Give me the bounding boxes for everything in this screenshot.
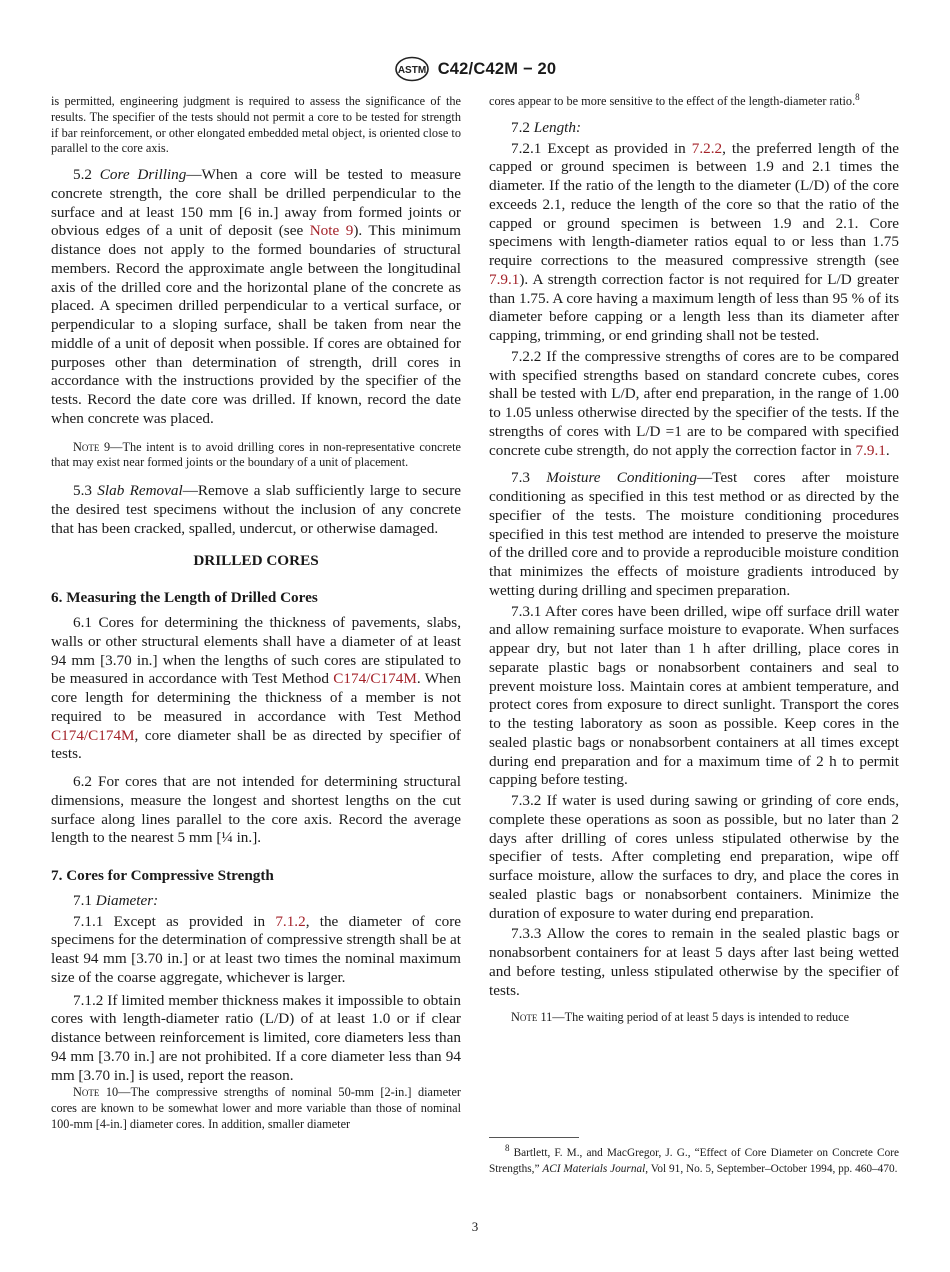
note-10: Note 10—The compressive strengths of nominal 50-mm [2-in.] diameter cores are known to be somewhat lower and more variable than those of nominal 100-mm [4-in.] diameter cores. In addition, smaller diameter <box>51 1085 461 1131</box>
section-5-2: 5.2 Core Drilling—When a core will be tested to measure concrete strength, the core shall be drilled perpendicular to the surface and at least 150 mm [6 in.] away from formed joints or obvious edges of a unit of deposit (see Note 9). This minimum distance does not apply to the formed boundaries of structural members. Record the approximate angle between the longitudinal axis of the drilled core and the horizontal plane of the concrete as placed. A specimen drilled perpendicular to a vertical surface, or perpendicular to a sloping surface, shall be taken from near the middle of a unit of deposit when possible. If cores are obtained for purposes other than determination of strength, drill cores in accordance with the instructions provided by the specifier of the tests. Record the date core was drilled. If known, record the date when concrete was placed. <box>51 166 461 427</box>
note-10-continued: cores appear to be more sensitive to the effect of the length-diameter ratio.$^8$ <box>489 91 860 108</box>
section-7-3-3: 7.3.3 Allow the cores to remain in the sealed plastic bags or nonabsorbent containers for at least 5 days after last being wetted and before testing, unless stipulated otherwise by the specifier of tests. <box>489 925 899 999</box>
section-7-2: 7.2 Length: <box>511 118 582 136</box>
7-9-1-link[interactable]: 7.9.1 <box>489 270 520 288</box>
c174-link-2[interactable]: C174/C174M <box>51 726 135 744</box>
section-7-heading: 7. Cores for Compressive Strength <box>51 867 274 885</box>
note-9-link[interactable]: Note 9 <box>309 222 354 240</box>
footnote-ref-8[interactable]: 8 <box>855 91 860 102</box>
section-7-1-2: 7.1.2 If limited member thickness makes it impossible to obtain cores with length-diameter ratio (L/D) of at least 1.0 or if clear distance between reinforcement is limited, core diameters less than 94 mm [3.70 in.] are not prohibited. If a core diameter less than 94 mm [3.70 in.] is used, report the reason. <box>51 991 461 1084</box>
astm-logo-icon <box>394 56 430 82</box>
section-6-1: 6.1 Cores for determining the thickness of pavements, slabs, walls or other structural elements shall have a diameter of at least 94 mm [3.70 in.] when the lengths of such cores are stipulated to be measured in accordance with Test Method C174/C174M. When core length for determining the thickness of a member is not required to be measured in accordance with Test Method C174/C174M, core diameter shall be as directed by specifier of tests. <box>51 614 461 763</box>
section-7-1: 7.1 Diameter: <box>73 891 159 909</box>
right-column <box>489 91 899 1026</box>
section-5-3-title: Slab Removal <box>97 482 183 500</box>
7-2-2-link[interactable]: 7.2.2 <box>691 139 723 157</box>
section-7-3-1: 7.3.1 After cores have been drilled, wipe off surface drill water and allow remaining surface moisture to evaporate. When surfaces appear dry, but not later than 1 h after drilling, place cores in separate plastic bags or nonabsorbent containers and seal to prevent moisture loss. Maintain cores at ambient temperature, and protect cores from exposure to direct sunlight. Transport the cores to the testing laboratory as soon as possible. Keep cores in the sealed plastic bags or nonabsorbent containers at all times except during end preparation and for a maximum time of 2 h to permit capping before testing. <box>489 602 899 789</box>
drilled-cores-heading: DRILLED CORES <box>193 551 319 569</box>
section-6-heading: 6. Measuring the Length of Drilled Cores <box>51 589 318 607</box>
section-6-2: 6.2 For cores that are not intended for determining structural dimensions, measure the longest and shortest lengths on the cut surface along lines parallel to the core axis. Record the average length to the nearest 5 mm [¼ in.]. <box>51 773 461 847</box>
section-5-3: 5.3 Slab Removal—Remove a slab sufficiently large to secure the desired test specimens without the inclusion of any concrete that has been cracked, spalled, undercut, or otherwise damaged. <box>51 482 462 537</box>
note-9: Note 9—The intent is to avoid drilling cores in non-representative concrete that may exist near formed joints or the boundary of a unit of placement. <box>51 439 461 470</box>
section-7-2-1: 7.2.1 Except as provided in 7.2.2, the preferred length of the capped or ground specimen is between 1.9 and 2.1 times the diameter. If the ratio of the length to the diameter (L/D) of the core exceeds 2.1, reduce the length of the core so that the ratio of the capped or ground specimen is between 1.9 and 2.1. Core specimens with length-diameter ratios equal to or less than 1.75 require corrections to the measured compressive strength (see 7.9.1). A strength correction factor is not required for L/D greater than 1.75. A core having a maximum length of less than 95 % of its diameter before capping or a length less than its diameter after capping, trimming, or end grinding shall not be tested. <box>489 139 899 345</box>
7-9-1-link-2[interactable]: 7.9.1 <box>855 441 886 459</box>
section-7-3-title: Moisture Conditioning <box>546 469 697 487</box>
section-7-3-2: 7.3.2 If water is used during sawing or grinding of core ends, complete these operations as soon as possible, but no later than 2 days after drilling of cores unless stipulated otherwise by the specifier of tests. After completing end preparation, wipe off surface moisture, allow the surfaces to dry, and place the cores in sealed plastic bags or nonabsorbent containers. Minimize the duration of exposure to water during end preparation. <box>489 792 899 922</box>
paragraph-continued: is permitted, engineering judgment is required to assess the significance of the results. The specifier of the tests should not permit a core to be tested for strength if bar reinforcement, or other elongated embedded metal object, is oriented close to parallel to the core axis. <box>51 94 461 156</box>
section-7-2-2: 7.2.2 If the compressive strengths of cores are to be compared with specified strengths based on standard concrete cubes, cores shall be tested with L/D, after end preparation, in the range of 1.00 to 1.05 unless otherwise directed by the specifier of the tests. If the strengths of cores with L/D =1 are to be compared with specified concrete cube strength, do not apply the correction factor in 7.9.1. <box>489 347 899 459</box>
section-7-1-1: 7.1.1 Except as provided in 7.1.2, the diameter of core specimens for the determination of compressive strength shall be at least 94 mm [3.70 in.] or at least two times the nominal maximum size of the coarse aggregate, whichever is larger. <box>51 912 461 986</box>
document-designation: C42/C42M − 20 <box>437 59 557 78</box>
7-1-2-link[interactable]: 7.1.2 <box>275 912 306 930</box>
c174-link[interactable]: C174/C174M <box>333 670 417 688</box>
footnote-rule <box>489 1137 579 1138</box>
astm-logo-text: ASTM <box>397 65 426 76</box>
section-7-3: 7.3 Moisture Conditioning—Test cores after moisture conditioning as specified in this test method or as directed by the specifier of the tests. The moisture conditioning procedures specified in this test method are intended to preserve the moisture of the drilled core and to provide a reproducible moisture condition that minimizes the effects of moisture gradients introduced by wetting during drilling and specimen preparation. <box>489 469 899 599</box>
footnote-8: $^8$ Bartlett, F. M., and MacGregor, J. G., “Effect of Core Diameter on Concrete Core Strengths,” ACI Materials Journal, Vol 91, No. 5, September–October 1994, pp. 460–470. <box>489 1143 899 1175</box>
section-5-2-title: Core Drilling <box>99 166 187 184</box>
note-11: Note 11—The waiting period of at least 5 days is intended to reduce <box>511 1010 850 1025</box>
page-header <box>0 58 950 80</box>
page-number: 3 <box>471 1219 479 1234</box>
left-column <box>51 94 461 1133</box>
